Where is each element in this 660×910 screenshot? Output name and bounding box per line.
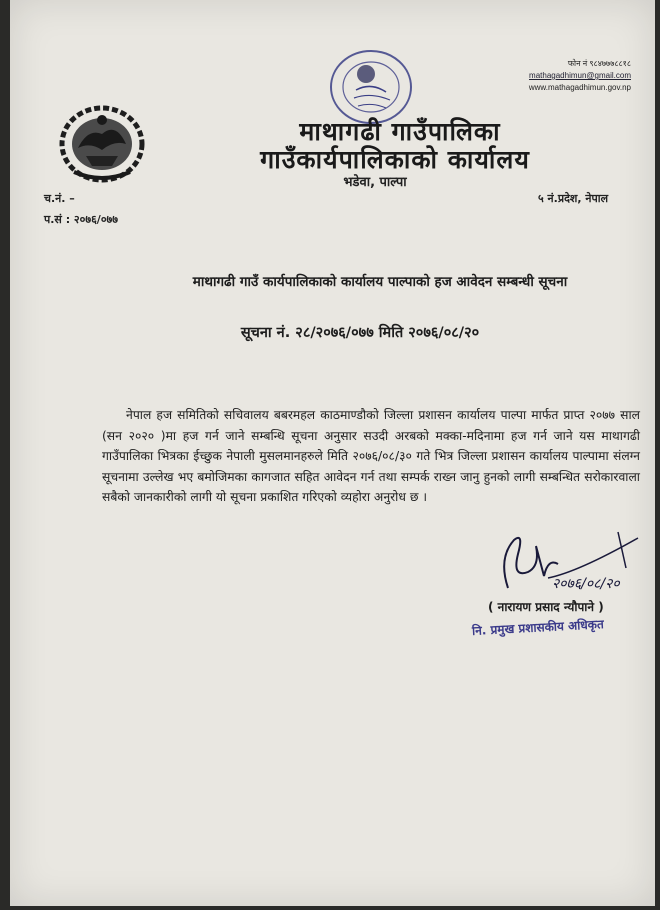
municipality-name: माथागढी गाउँपालिका bbox=[299, 117, 501, 146]
government-emblem-icon bbox=[56, 100, 148, 186]
letter-page bbox=[10, 0, 655, 906]
website: www.mathagadhimun.gov.np bbox=[528, 83, 631, 92]
notice-body: नेपाल हज समितिको सचिवालय बबरमहल काठमाण्डौको जिल्ला प्रशासन कार्यालय पाल्पा मार्फत प्राप्त २०७७ साल (सन २०२० )मा हज गर्न जाने सम्बन्धि सूचना अनुसार सउदी अरबको मक्का-मदिनामा हज गर्न जाने यस माथागढी गाउँपालिका भित्रका ईच्छुक नेपाली मुसलमानहरुले मिति २०७६/०८/३० गते भित्र जिल्ला प्रशासन कार्यालय पाल्पामा संलग्न सूचनामा उल्लेख भए बमोजिमका कागजात सहित आवेदन गर्न तथा सम्पर्क राख्न जानु हुनको लागी सम्बन्धित सरोकारवाला सबैको जानकारीको लागी यो सूचना प्रकाशित गरिएको व्यहोरा अनुरोध छ । bbox=[102, 408, 640, 504]
signature-date: २०७६/०८/२० bbox=[552, 576, 620, 592]
fiscal-year: प.सं : २०७६/०७७ bbox=[44, 213, 118, 226]
signatory-title: नि. प्रमुख प्रशासकीय अधिकृत bbox=[471, 617, 605, 638]
email-address: mathagadhimun@gmail.com bbox=[529, 71, 631, 80]
notice-subject: माथागढी गाउँ कार्यपालिकाको कार्यालय पाल्पाको हज आवेदन सम्बन्धी सूचना bbox=[192, 274, 568, 290]
reference-number: च.नं. – bbox=[44, 192, 75, 205]
province-label: ५ नं.प्रदेश, नेपाल bbox=[538, 192, 609, 205]
notice-number: सूचना नं. २८/२०७६/०७७ मिति २०७६/०८/२० bbox=[240, 325, 480, 341]
contact-block bbox=[529, 58, 631, 94]
office-address: भडेवा, पाल्पा bbox=[343, 175, 407, 190]
phone-number: फोन नं ९८४७७७८८१८ bbox=[567, 59, 631, 68]
office-name: गाउँकार्यपालिकाको कार्यालय bbox=[260, 145, 530, 174]
signature-icon bbox=[488, 528, 658, 598]
signatory-name: ( नारायण प्रसाद न्यौपाने ) bbox=[488, 600, 604, 614]
